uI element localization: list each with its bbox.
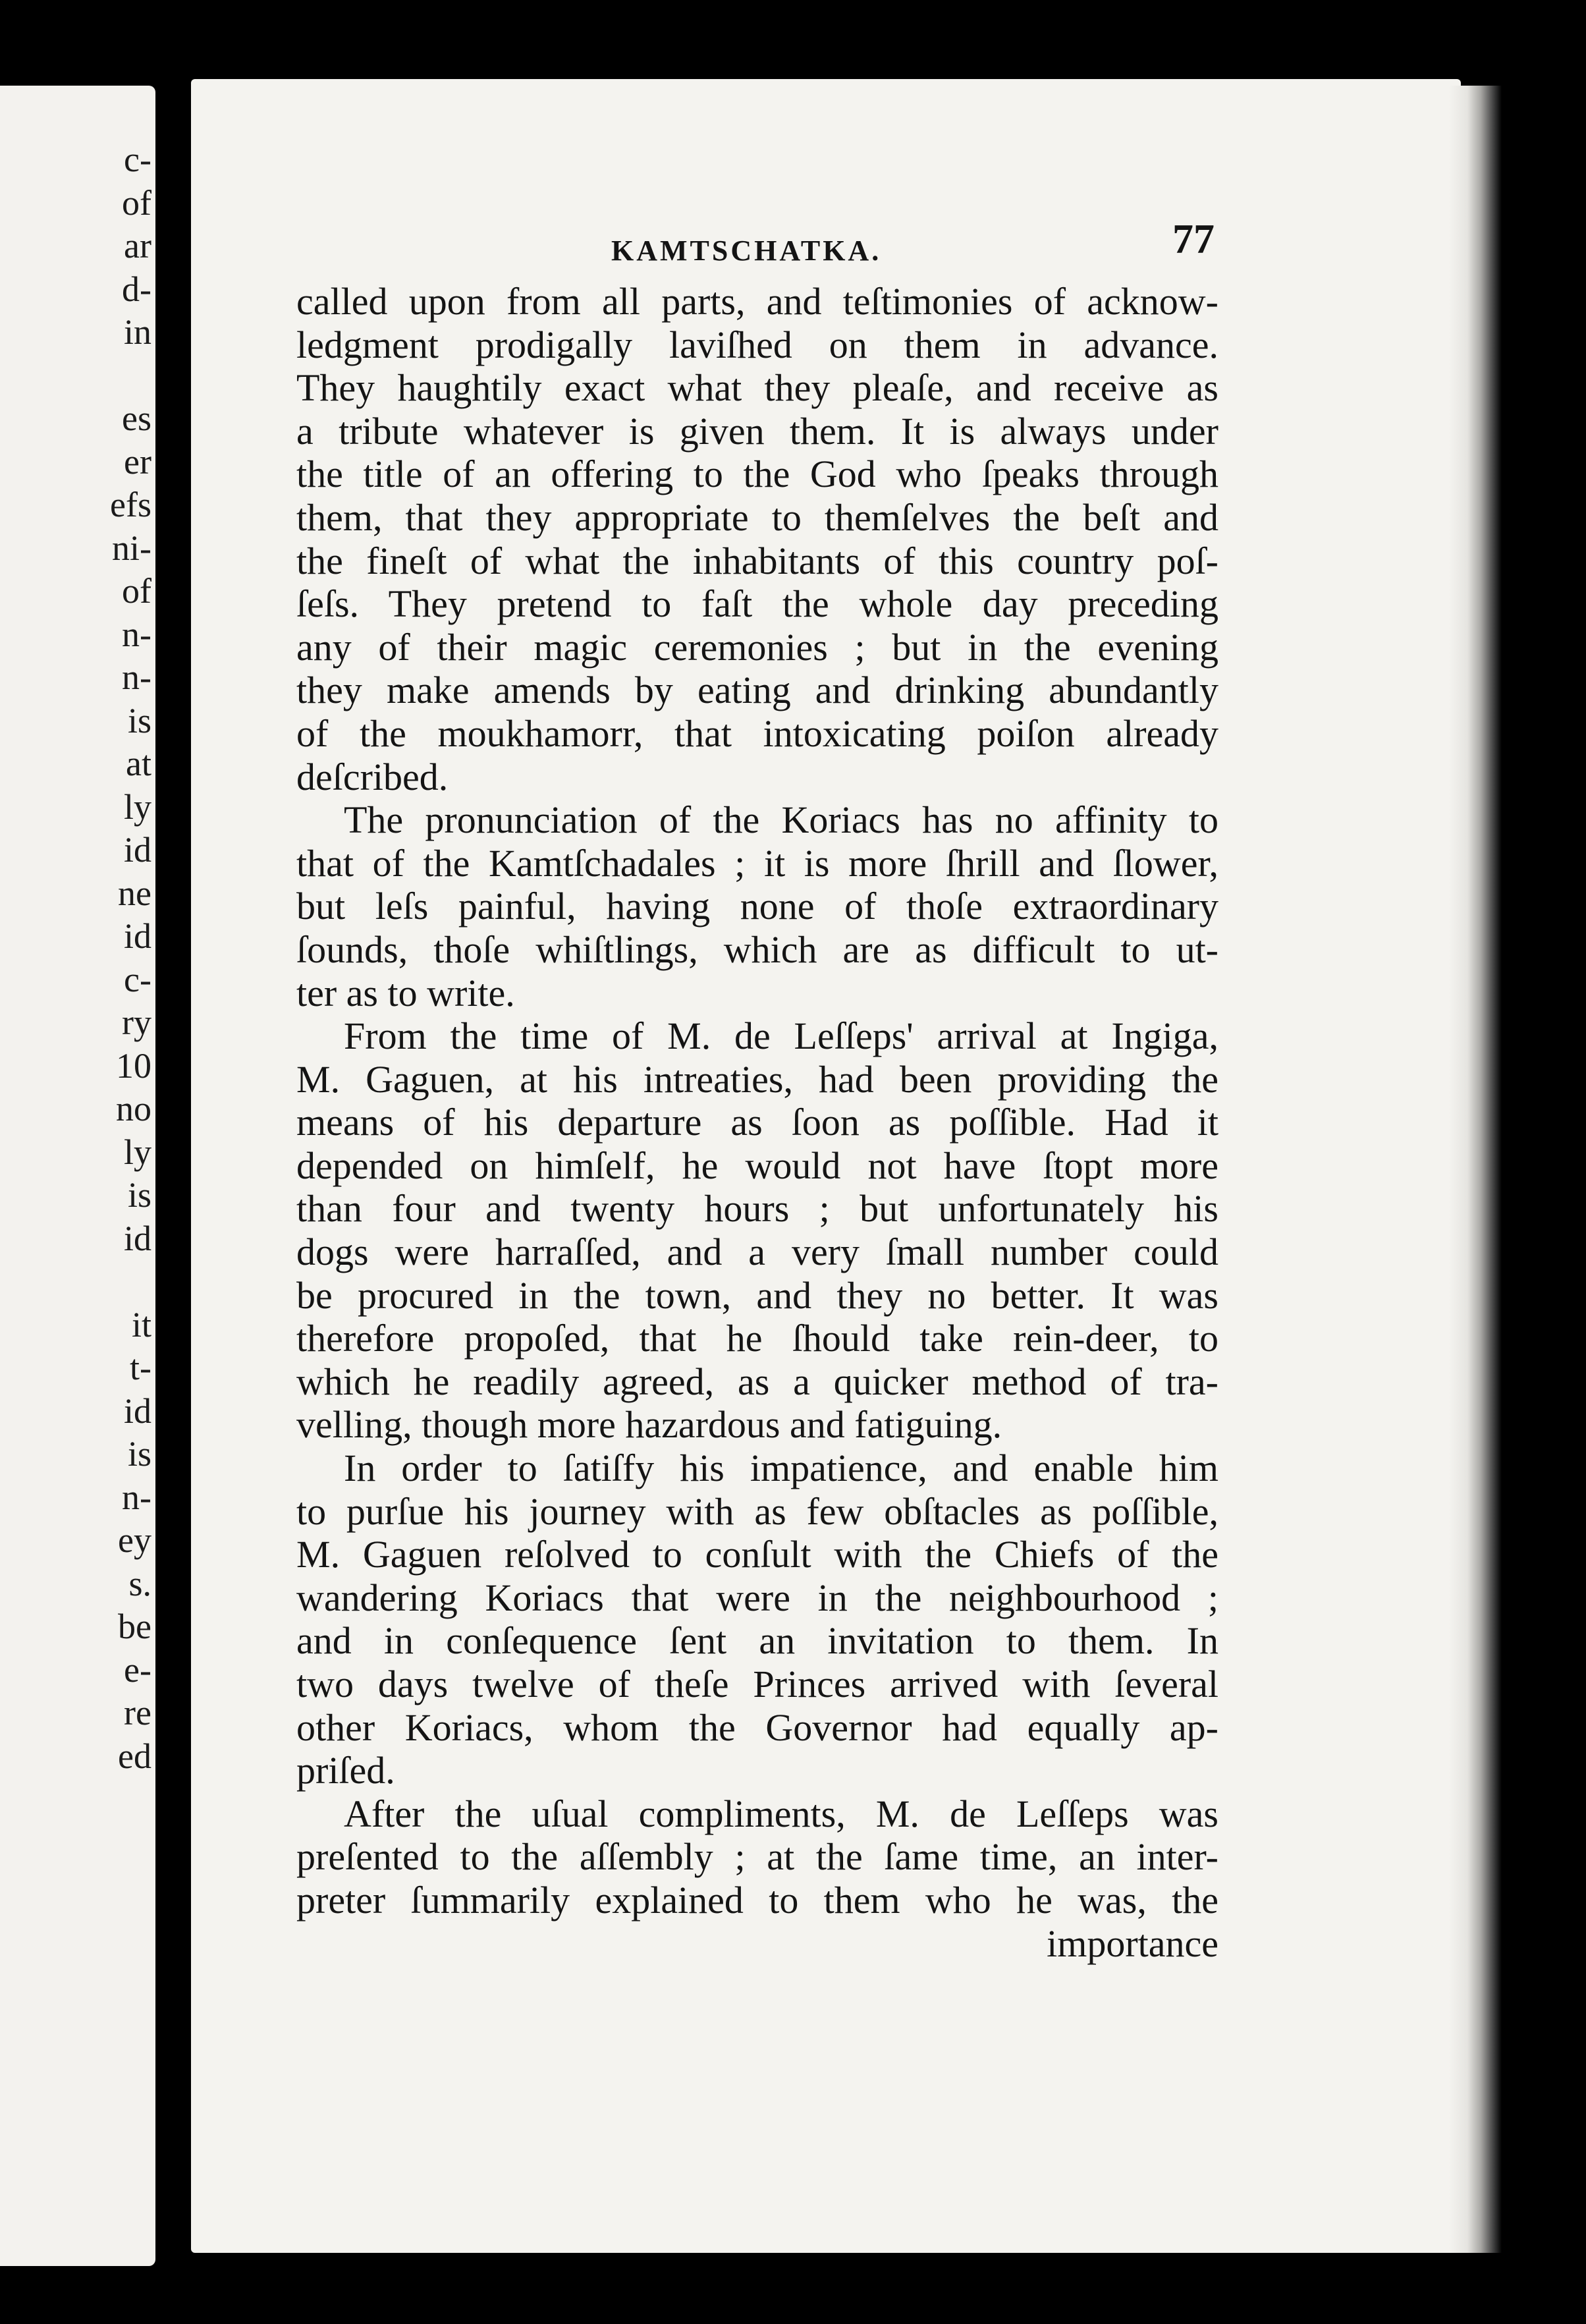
- paragraph: [296, 798, 1218, 1014]
- text-line: means of his departure as ſoon as poſſible. Had it: [296, 1101, 1218, 1144]
- text-line: ter as to write.: [296, 971, 515, 1014]
- text-line: ſounds, thoſe whiſtlings, which are as difficult to ut-: [296, 927, 1218, 971]
- text-line: of the moukhamorr, that intoxicating poiſon already: [296, 711, 1218, 755]
- text-line: to purſue his journey with as few obſtacles as poſſible,: [296, 1489, 1218, 1533]
- left-page-fragment: of: [122, 182, 151, 223]
- left-page-fragment: [0, 354, 155, 398]
- paragraph: [296, 280, 1218, 798]
- text-line: dogs were harraſſed, and a very ſmall number could: [296, 1231, 1218, 1274]
- left-page-fragment: n-: [122, 657, 151, 697]
- left-page-fragment: c-: [124, 959, 151, 999]
- left-page-fragment: n-: [122, 1477, 151, 1517]
- left-page-fragment: 10: [116, 1045, 151, 1086]
- paragraph: [296, 1447, 1218, 1792]
- left-page-fragment: ed: [118, 1736, 151, 1776]
- text-line: velling, though more hazardous and fatiguing.: [296, 1403, 1002, 1447]
- left-page-text-fragments: [0, 138, 155, 1776]
- left-page-fragment: is: [127, 1175, 151, 1215]
- text-line: The pronunciation of the Koriacs has no affinity to: [344, 798, 1218, 842]
- text-line: M. Gaguen, at his intreaties, had been providing the: [296, 1057, 1218, 1101]
- left-page-fragment: it: [131, 1304, 151, 1344]
- text-line: them, that they appropriate to themſelves the beſt and: [296, 495, 1218, 539]
- text-line: which he readily agreed, as a quicker method of tra-: [296, 1360, 1218, 1403]
- text-line: be procured in the town, and they no better. It was: [296, 1273, 1218, 1317]
- text-line: the fineſt of what the inhabitants of this country poſ-: [296, 539, 1218, 582]
- left-page-fragment: at: [126, 744, 151, 783]
- text-line: After the uſual compliments, M. de Leſſeps was: [344, 1792, 1218, 1835]
- text-line: They haughtily exact what they pleaſe, and receive as: [296, 366, 1218, 410]
- left-page: [0, 86, 155, 2266]
- left-page-fragment: id: [123, 1391, 151, 1431]
- left-page-fragment: ar: [124, 226, 151, 265]
- text-line: therefore propoſed, that he ſhould take rein-deer, to: [296, 1317, 1218, 1360]
- text-line: ſeſs. They pretend to faſt the whole day preceding: [296, 582, 1218, 626]
- paragraph: [296, 1792, 1218, 1922]
- text-line: In order to ſatiſfy his impatience, and enable him: [344, 1447, 1218, 1490]
- left-page-fragment: s.: [128, 1563, 151, 1603]
- left-page-fragment: d-: [122, 269, 151, 309]
- text-line: they make amends by eating and drinking abundantly: [296, 669, 1218, 712]
- left-page-fragment: er: [124, 441, 151, 482]
- left-page-fragment: is: [127, 1434, 151, 1474]
- left-page-fragment: be: [118, 1607, 151, 1646]
- text-line: than four and twenty hours ; but unfortunately his: [296, 1187, 1218, 1231]
- text-line: but leſs painful, having none of thoſe extraordinary: [296, 885, 1218, 928]
- text-line: other Koriacs, whom the Governor had equally ap-: [296, 1705, 1218, 1749]
- book-gutter: [1449, 86, 1502, 2253]
- left-page-fragment: id: [123, 916, 151, 956]
- text-line: two days twelve of theſe Princes arrived with ſeveral: [296, 1663, 1218, 1705]
- left-page-fragment: n-: [122, 614, 151, 654]
- text-line: the title of an offering to the God who ſpeaks through: [296, 453, 1218, 496]
- left-page-fragment: in: [123, 312, 151, 352]
- running-head: KAMTSCHATKA.: [611, 235, 882, 267]
- text-line: ledgment prodigally laviſhed on them in advance.: [296, 323, 1218, 366]
- left-page-fragment: ni-: [112, 528, 151, 568]
- text-line: depended on himſelf, he would not have ſtopt more: [296, 1144, 1218, 1187]
- left-page-fragment: es: [122, 399, 151, 438]
- left-page-fragment: ly: [123, 1132, 151, 1172]
- text-line: M. Gaguen reſolved to conſult with the Chiefs of the: [296, 1533, 1218, 1576]
- text-line: called upon from all parts, and teſtimonies of acknow-: [296, 280, 1218, 323]
- text-line: deſcribed.: [296, 755, 449, 798]
- body-text: [296, 280, 1218, 1922]
- left-page-fragment: id: [123, 830, 151, 870]
- left-page-fragment: re: [124, 1693, 151, 1732]
- left-page-fragment: ne: [118, 873, 151, 913]
- left-page-fragment: c-: [124, 140, 151, 179]
- page-body: [296, 217, 1218, 1965]
- left-page-fragment: ey: [118, 1520, 151, 1560]
- page-header: [296, 217, 1218, 280]
- text-line: that of the Kamtſchadales ; it is more ſhrill and ſlower,: [296, 841, 1218, 885]
- left-page-fragment: id: [123, 1218, 151, 1258]
- left-page-fragment: of: [122, 571, 151, 611]
- text-line: preſented to the aſſembly ; at the ſame time, an inter-: [296, 1835, 1218, 1879]
- left-page-fragment: t-: [130, 1348, 151, 1387]
- text-line: wandering Koriacs that were in the neighbourhood ;: [296, 1576, 1218, 1619]
- text-line: a tribute whatever is given them. It is always under: [296, 409, 1218, 453]
- left-page-fragment: efs: [110, 485, 151, 524]
- text-line: any of their magic ceremonies ; but in the evening: [296, 625, 1218, 669]
- left-page-fragment: is: [127, 700, 151, 740]
- left-page-fragment: ly: [123, 787, 151, 827]
- paragraph: [296, 1014, 1218, 1447]
- left-page-fragment: ry: [122, 1003, 151, 1042]
- left-page-fragment: no: [116, 1089, 151, 1128]
- left-page-fragment: e-: [124, 1649, 151, 1690]
- text-line: preter ſummarily explained to them who he was, the: [296, 1878, 1218, 1922]
- text-line: priſed.: [296, 1749, 395, 1792]
- page-number: 77: [1172, 215, 1215, 262]
- left-page-fragment: [0, 1260, 155, 1304]
- text-line: and in conſequence ſent an invitation to them. In: [296, 1619, 1218, 1663]
- text-line: From the time of M. de Leſſeps' arrival at Ingiga,: [344, 1014, 1218, 1058]
- catchword: importance: [1047, 1922, 1218, 1965]
